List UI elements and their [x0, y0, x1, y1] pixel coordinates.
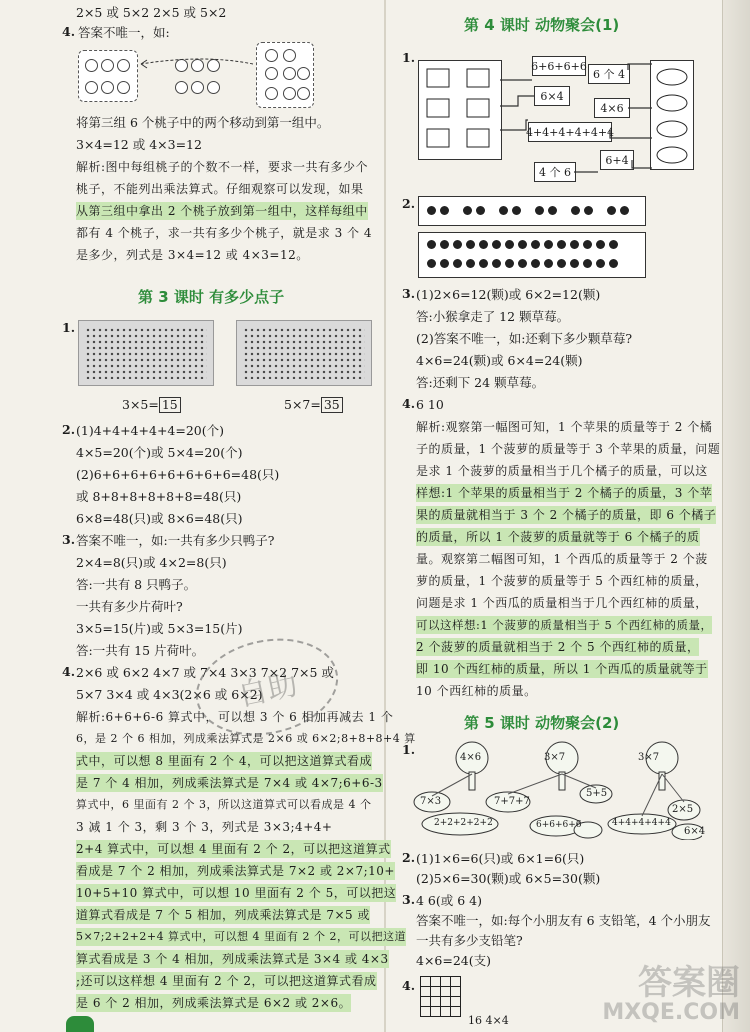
square-grid	[420, 976, 461, 1017]
match-box: 6+4	[600, 150, 634, 170]
leaf-label: 7+7+7	[494, 796, 530, 807]
leaf-label: 5+5	[586, 788, 608, 799]
section-title: 第 4 课时 动物聚会(1)	[464, 16, 620, 34]
cups-box	[418, 60, 502, 160]
explanation-line: 算式中，6 里面有 2 个 3，所以这道算式可以看成是 4 个	[76, 798, 372, 811]
answer-line: 一共有多少片荷叶?	[76, 599, 183, 614]
answer-line: 4×6=24(支)	[416, 953, 492, 968]
answer-line: 或 8+8+8+8+8+8=48(只)	[76, 489, 242, 504]
question-number: 3.	[402, 286, 416, 301]
explanation-line: 看成是 7 个 2 相加，列成乘法算式是 7×2 或 2×7;10+	[76, 864, 395, 878]
explanation-line: 从第三组中拿出 2 个桃子放到第一组中，这样每组中	[76, 204, 368, 218]
answer-line: (2)5×6=30(颗)或 6×5=30(颗)	[416, 871, 601, 886]
explanation-line: 即 10 个西红柿的质量，所以 1 个西瓜的质量就等于	[416, 662, 708, 676]
peach-group-3	[256, 42, 314, 108]
explanation-line: 10+5+10 算式中，可以想 10 里面有 2 个 5，可以把这	[76, 886, 397, 900]
answer-line: 答:一共有 8 只鸭子。	[76, 577, 197, 592]
question-number: 4.	[62, 664, 76, 679]
answer-line: (2)6+6+6+6+6+6+6+6=48(只)	[76, 467, 280, 482]
explanation-line: 5×7;2+2+2+4 算式中，可以想 4 里面有 2 个 2，可以把这道	[76, 928, 406, 946]
leaf-label: 6+6+6+6	[536, 820, 582, 830]
dot-grid-right	[236, 320, 372, 386]
answer-line: 16 4×4	[468, 1014, 509, 1027]
answer-line: 答案不唯一，如:一共有多少只鸭子?	[76, 533, 275, 548]
tree-label: 3×7	[544, 752, 566, 763]
explanation-line: 萝的质量，1 个菠萝的质量等于 5 个西红柿的质量，	[416, 574, 708, 588]
question-number: 2.	[62, 422, 76, 437]
leaf-label: 2+2+2+2+2	[434, 818, 493, 828]
match-box: 4+4+4+4+4+4	[528, 122, 612, 142]
answer-line: 5×7= 35	[284, 396, 343, 414]
explanation-line: 2 个菠萝的质量就相当于 2 个 5 个西红柿的质量，	[416, 640, 700, 654]
answer-line: (1)4+4+4+4+4=20(个)	[76, 423, 224, 438]
answer-line: 6×8=48(只)或 8×6=48(只)	[76, 511, 243, 526]
explanation-line: 可以这样想:1 个菠萝的质量相当于 5 个西红柿的质量，	[416, 618, 713, 632]
match-box: 4×6	[594, 98, 630, 118]
explanation-line: 10 个西红柿的质量。	[416, 684, 537, 698]
explanation-line: 解析:观察第一幅图可知，1 个苹果的质量等于 2 个橘	[416, 420, 713, 434]
plates-box	[650, 60, 694, 170]
explanation-line: 解析:图中每组桃子的个数不一样，要求一共有多少个	[76, 160, 369, 174]
explanation-line: 道算式看成是 7 个 5 相加，列成乘法算式是 7×5 或	[76, 908, 370, 922]
peach-group-1	[78, 50, 138, 102]
answer-line: 2×5 或 5×2 2×5 或 5×2	[76, 5, 227, 20]
explanation-line: 是求 1 个菠萝的质量相当于几个橘子的质量，可以这	[416, 464, 708, 478]
explanation-line: 3 减 1 个 3，剩 3 个 3，列式是 3×3;4+4+	[76, 820, 333, 834]
question-number: 2.	[402, 196, 416, 211]
question-number: 1.	[62, 320, 76, 335]
question-number: 1.	[402, 50, 416, 65]
explanation-line: 量。观察第二幅图可知，1 个西瓜的质量等于 2 个菠	[416, 552, 708, 566]
answer-line: 3×5=15(片)或 5×3=15(片)	[76, 621, 243, 636]
dot-row-box-2	[418, 232, 646, 278]
question-number: 4.	[402, 396, 416, 411]
answer-line: 答:小猴拿走了 12 颗草莓。	[416, 309, 570, 324]
explanation-line: 桃子，不能列出乘法算式。仔细观察可以发现，如果	[76, 182, 364, 196]
question-number: 1.	[402, 742, 416, 757]
explanation-line: ;还可以这样想 4 里面有 2 个 2，可以把这道算式看成	[76, 974, 377, 988]
answer-line: 答案不唯一，如:每个小朋友有 6 支铅笔，4 个小朋友	[416, 913, 711, 928]
answer-line: 将第三组 6 个桃子中的两个移动到第一组中。	[76, 115, 330, 130]
match-box: 6×4	[534, 86, 570, 106]
section-title: 第 3 课时 有多少点子	[138, 288, 285, 306]
book-edge	[722, 0, 750, 1032]
explanation-line: 解析:6+6+6-6 算式中，可以想 3 个 6 相加再减去 1 个	[76, 710, 394, 724]
question-number: 4.	[62, 24, 76, 39]
explanation-line: 6，是 2 个 6 相加，列成乘法算式是 2×6 或 6×2;8+8+8+4 算	[76, 732, 416, 745]
move-arrow	[133, 54, 258, 74]
answer-line: (1)1×6=6(只)或 6×1=6(只)	[416, 851, 585, 866]
leaf-label: 4+4+4+4+4	[612, 818, 671, 828]
answer-line: (2)答案不唯一，如:还剩下多少颗草莓?	[416, 331, 633, 346]
answer-line: 答:一共有 15 片荷叶。	[76, 643, 205, 658]
explanation-line: 问题是求 1 个西瓜的质量相当于几个西红柿的质量，	[416, 596, 708, 610]
explanation-line: 样想:1 个苹果的质量相当于 2 个橘子的质量，3 个苹	[416, 486, 713, 500]
answer-line: 4×6=24(颗)或 6×4=24(颗)	[416, 353, 583, 368]
dot-grid-left	[78, 320, 214, 386]
leaf-label: 2×5	[672, 804, 694, 815]
answer-line: 3×5= 15	[122, 396, 181, 414]
match-box: 6+6+6+6	[532, 56, 586, 76]
explanation-line: 式中，可以想 8 里面有 2 个 4，可以把这道算式看成	[76, 754, 372, 768]
leaf-label: 7×3	[420, 796, 442, 807]
watermark: 答案圈 MXQE.COM	[602, 963, 740, 1025]
match-box: 6 个 4	[588, 64, 630, 84]
answer-line: 3×4=12 或 4×3=12	[76, 137, 202, 152]
answer-line: 一共有多少支铅笔?	[416, 933, 523, 948]
answer-line: 4 6(或 6 4)	[416, 893, 482, 908]
tree-label: 3×7	[638, 752, 660, 763]
answer-line: 4×5=20(个)或 5×4=20(个)	[76, 445, 243, 460]
page-number-tab	[66, 1016, 94, 1032]
explanation-line: 是多少，列式是 3×4=12 或 4×3=12。	[76, 248, 309, 262]
answer-line: 2×4=8(只)或 4×2=8(只)	[76, 555, 227, 570]
explanation-line: 都有 4 个桃子，求一共有多少个桃子，就是求 3 个 4	[76, 226, 372, 240]
question-number: 2.	[402, 850, 416, 865]
answer-line: 5×7 3×4 或 4×3(2×6 或 6×2)	[76, 687, 263, 702]
explanation-line: 果的质量就相当于 3 个 2 个橘子的质量，即 6 个橘子	[416, 508, 717, 522]
explanation-line: 算式看成是 3 个 4 相加，列成乘法算式是 3×4 或 4×3	[76, 952, 389, 966]
answer-line: 2×6 或 6×2 4×7 或 7×4 3×3 7×2 7×5 或	[76, 665, 334, 680]
answer-line: 答:还剩下 24 颗草莓。	[416, 375, 545, 390]
explanation-line: 是 6 个 2 相加，列成乘法算式是 6×2 或 2×6。	[76, 996, 352, 1010]
answer-line: (1)2×6=12(颗)或 6×2=12(颗)	[416, 287, 601, 302]
match-lines	[498, 60, 654, 184]
stamp-overlay: 自助	[187, 626, 347, 748]
question-number: 4.	[402, 978, 416, 993]
dot-row-box-1	[418, 196, 646, 226]
answer-line: 答案不唯一，如:	[78, 25, 170, 40]
question-number: 3.	[402, 892, 416, 907]
explanation-line: 是 7 个 4 相加，列成乘法算式是 7×4 或 4×7;6+6-3	[76, 776, 383, 790]
leaf-label: 6×4	[684, 826, 706, 837]
answer-line: 6 10	[416, 397, 444, 412]
answer-box: 35	[321, 397, 343, 413]
explanation-line: 的质量，所以 1 个菠萝的质量就等于 6 个橘子的质	[416, 530, 700, 544]
explanation-line: 子的质量，1 个菠萝的质量等于 3 个苹果的质量，问题	[416, 442, 721, 456]
tree-label: 4×6	[460, 752, 482, 763]
question-number: 3.	[62, 532, 76, 547]
match-box: 4 个 6	[534, 162, 576, 182]
section-title: 第 5 课时 动物聚会(2)	[464, 714, 620, 732]
answer-box: 15	[159, 397, 181, 413]
explanation-line: 2+4 算式中，可以想 4 里面有 2 个 2，可以把这道算式	[76, 842, 391, 856]
